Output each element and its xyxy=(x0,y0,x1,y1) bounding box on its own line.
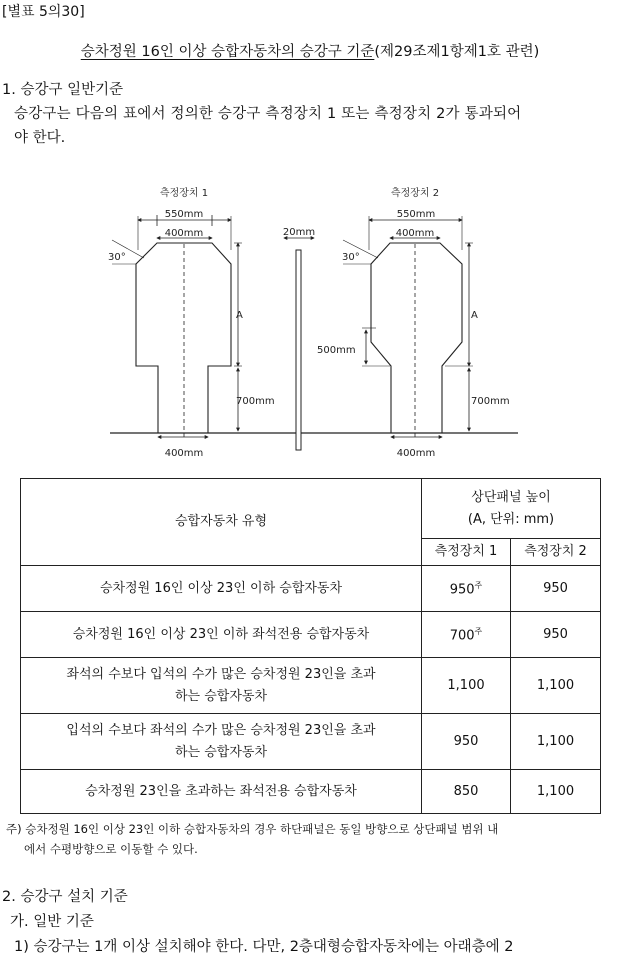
device2-angle: 30° xyxy=(342,252,360,263)
title-reference: (제29조제1항제1호 관련) xyxy=(374,44,540,60)
table-row xyxy=(21,714,601,770)
row-device1-value: 950 xyxy=(422,714,511,770)
plate-dim-20: 20mm xyxy=(282,227,316,238)
panel-height-table xyxy=(20,478,601,814)
row-device2-value: 950 xyxy=(511,566,601,612)
row-vehicle-type: 승차정원 23인을 초과하는 좌석전용 승합자동차 xyxy=(21,770,422,814)
title-main: 승차정원 16인 이상 승합자동차의 승강구 기준 xyxy=(80,44,375,60)
device2-dim-400-bottom: 400mm xyxy=(396,448,436,459)
row-device2-value: 1,100 xyxy=(511,658,601,714)
measurement-device-figure xyxy=(100,178,520,463)
footnote-line1: 주) 승차정원 16인 이상 23인 이하 승합자동차의 경우 하단패널은 동일 방향으로 상단패널 범위 내 xyxy=(6,822,499,836)
note-mark: 주 xyxy=(474,627,483,637)
device1-label: 측정장치 1 xyxy=(159,188,209,199)
section-2-subheading: 가. 일반 기준 xyxy=(10,914,94,930)
row-device2-value: 1,100 xyxy=(511,770,601,814)
section-1-text-line1: 승강구는 다음의 표에서 정의한 승강구 측정장치 1 또는 측정장치 2가 통과되어 xyxy=(14,106,522,122)
row-device1-value: $950^주$ xyxy=(422,566,511,612)
device2-dim-500: 500mm xyxy=(317,345,356,356)
row-device2-value: 1,100 xyxy=(511,714,601,770)
device1-dim-700: 700mm xyxy=(236,396,275,407)
row-device1-value: $700^주$ xyxy=(422,612,511,658)
header-vehicle-type: 승합자동차 유형 xyxy=(21,479,422,566)
row-device1-value: 850 xyxy=(422,770,511,814)
footnote xyxy=(6,819,618,859)
table-row xyxy=(21,770,601,814)
device2-label: 측정장치 2 xyxy=(390,188,440,199)
note-mark: 주 xyxy=(474,581,483,591)
table-row xyxy=(21,612,601,658)
device2-outline xyxy=(371,243,462,433)
device2-dim-550: 550mm xyxy=(396,209,436,220)
footnote-line2: 에서 수평방향으로 이동할 수 있다. xyxy=(24,842,198,856)
device1-dim-400-top: 400mm xyxy=(164,228,204,239)
section-2-item-1: 1) 승강구는 1개 이상 설치해야 한다. 다만, 2층대형승합자동차에는 아래층에 2 xyxy=(14,939,514,955)
appendix-label: [별표 5의30] xyxy=(2,4,85,20)
section-1-heading: 1. 승강구 일반기준 xyxy=(2,82,124,98)
table-row xyxy=(21,566,601,612)
row-device1-value: 1,100 xyxy=(422,658,511,714)
document-title xyxy=(0,40,620,61)
device2-dim-700: 700mm xyxy=(471,396,510,407)
row-vehicle-type: 승차정원 16인 이상 23인 이하 승합자동차 xyxy=(21,566,422,612)
device1-dim-400-bottom: 400mm xyxy=(164,448,204,459)
device1-angle: 30° xyxy=(108,252,126,263)
header-panel-height xyxy=(422,479,601,539)
header-panel-height-line2: (A, 단위: mm) xyxy=(467,511,555,527)
header-panel-height-line1: 상단패널 높이 xyxy=(471,489,551,505)
row-vehicle-type: 입석의 수보다 좌석의 수가 많은 승차정원 23인을 초과 하는 승합자동차 xyxy=(21,714,422,770)
header-device2: 측정장치 2 xyxy=(511,539,601,566)
device2-dim-400-top: 400mm xyxy=(395,228,435,239)
device1-dim-550: 550mm xyxy=(164,209,204,220)
device2-dim-A: A xyxy=(471,310,478,321)
section-1-text-line2: 야 한다. xyxy=(14,130,66,146)
panel-thickness-plate xyxy=(296,250,301,450)
row-vehicle-type: 좌석의 수보다 입석의 수가 많은 승차정원 23인을 초과 하는 승합자동차 xyxy=(21,658,422,714)
table-row xyxy=(21,658,601,714)
device1-dim-A: A xyxy=(236,310,243,321)
header-device1: 측정장치 1 xyxy=(422,539,511,566)
row-device2-value: 950 xyxy=(511,612,601,658)
row-vehicle-type: 승차정원 16인 이상 23인 이하 좌석전용 승합자동차 xyxy=(21,612,422,658)
device1-outline xyxy=(136,243,231,433)
section-2-heading: 2. 승강구 설치 기준 xyxy=(2,889,128,905)
